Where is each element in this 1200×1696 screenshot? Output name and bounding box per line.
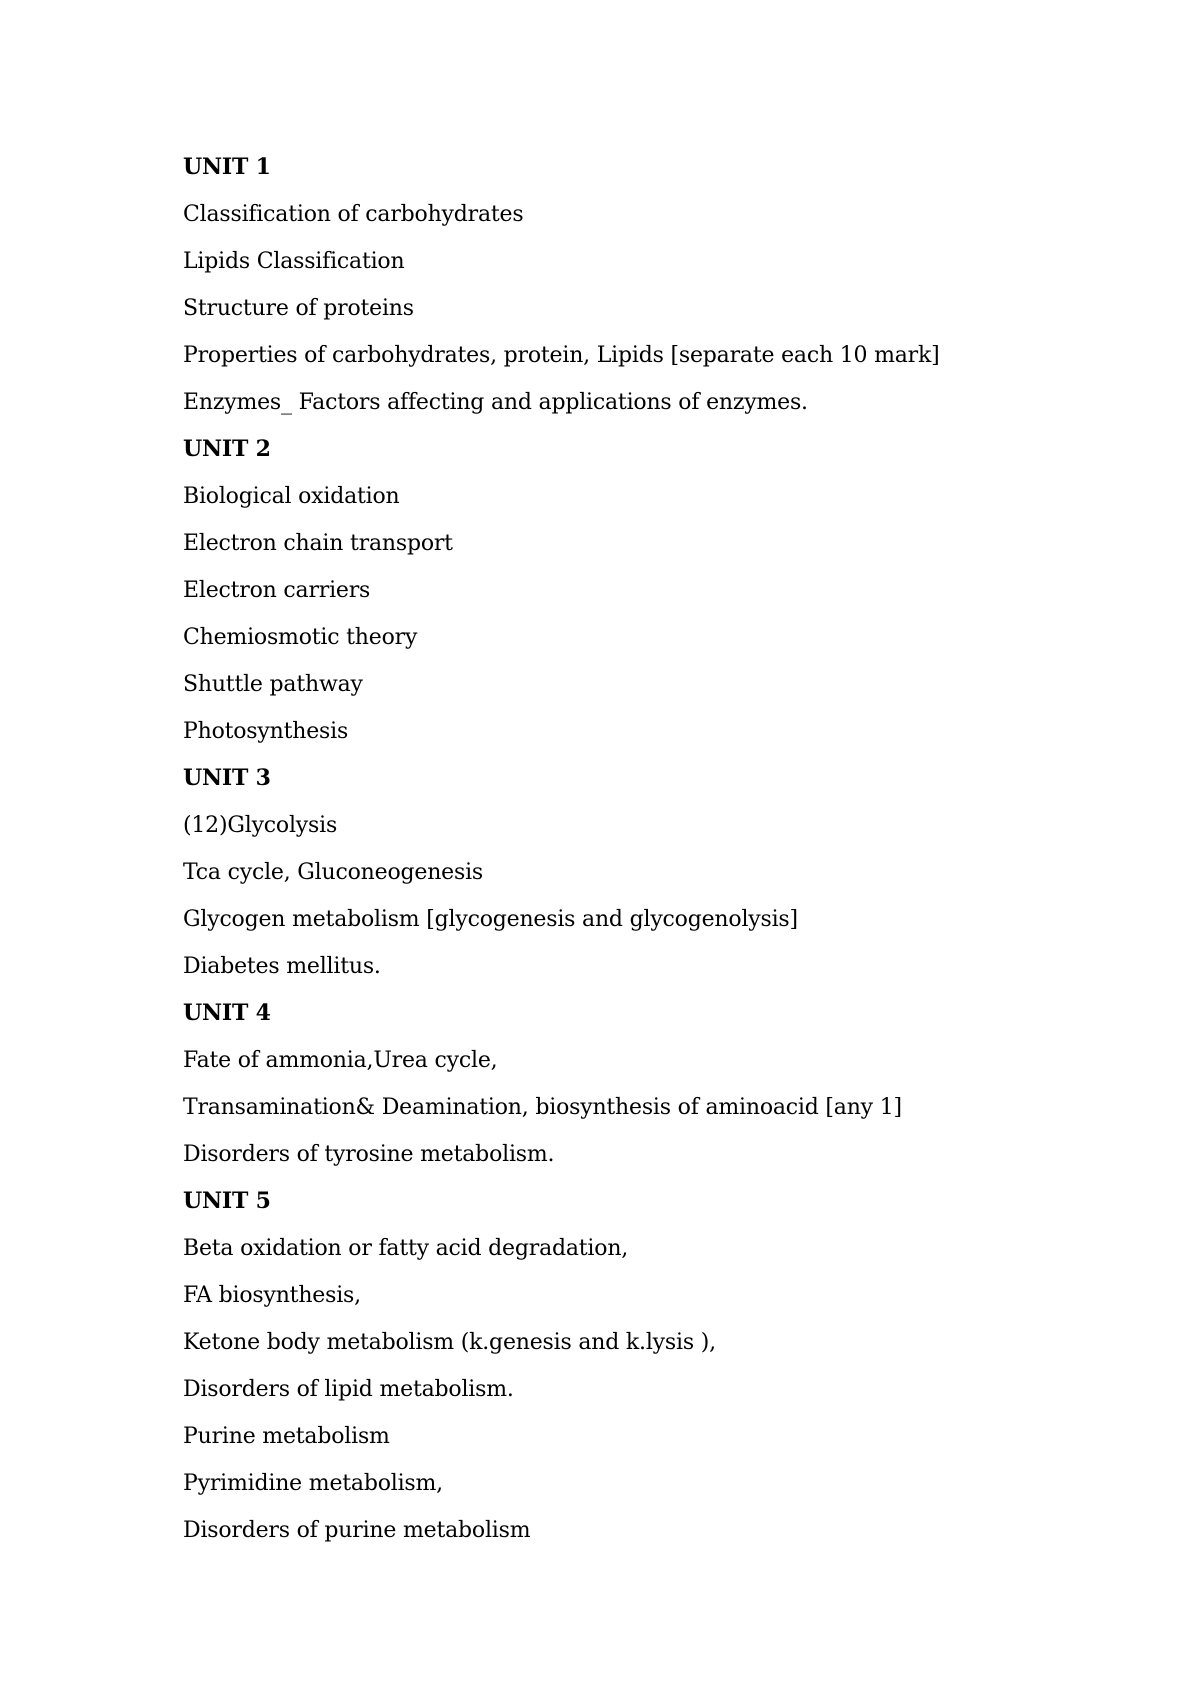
topic-line: Disorders of tyrosine metabolism. [183,1142,555,1167]
topic-line: Photosynthesis [183,719,349,744]
topic-line: Diabetes mellitus. [183,954,381,979]
topic-line: Structure of proteins [183,296,414,321]
topic-line: (12)Glycolysis [183,813,338,838]
topic-line: Electron chain transport [183,531,453,556]
unit-2-section [183,426,1143,755]
topic-line: Purine metabolism [183,1424,390,1449]
topic-line: Tca cycle, Gluconeogenesis [183,860,483,885]
unit-3-section [183,755,1143,990]
topic-line: Biological oxidation [183,484,400,509]
unit-heading: UNIT 4 [183,1000,271,1026]
topic-line: Disorders of lipid metabolism. [183,1377,514,1402]
topic-line: Beta oxidation or fatty acid degradation, [183,1236,629,1261]
topic-line: Chemiosmotic theory [183,625,418,650]
unit-heading: UNIT 1 [183,154,271,180]
unit-4-section [183,990,1143,1178]
unit-heading: UNIT 3 [183,765,271,791]
topic-line: Shuttle pathway [183,672,363,697]
topic-line: Disorders of purine metabolism [183,1518,531,1543]
topic-line: Transamination& Deamination, biosynthesis of aminoacid [any 1] [183,1095,902,1120]
topic-line: Pyrimidine metabolism, [183,1471,443,1496]
unit-heading: UNIT 5 [183,1188,271,1214]
topic-line: Enzymes_ Factors affecting and applications of enzymes. [183,390,808,415]
topic-line: Lipids Classification [183,249,405,274]
topic-line: FA biosynthesis, [183,1283,361,1308]
unit-1-section [183,144,1143,426]
topic-line: Glycogen metabolism [glycogenesis and glycogenolysis] [183,907,798,932]
unit-5-section [183,1178,1143,1554]
topic-line: Properties of carbohydrates, protein, Lipids [separate each 10 mark] [183,343,940,368]
syllabus-content [183,144,1143,1554]
topic-line: Classification of carbohydrates [183,202,524,227]
topic-line: Electron carriers [183,578,371,603]
topic-line: Fate of ammonia,Urea cycle, [183,1048,498,1073]
topic-line: Ketone body metabolism (k.genesis and k.lysis ), [183,1330,716,1355]
unit-heading: UNIT 2 [183,436,271,462]
